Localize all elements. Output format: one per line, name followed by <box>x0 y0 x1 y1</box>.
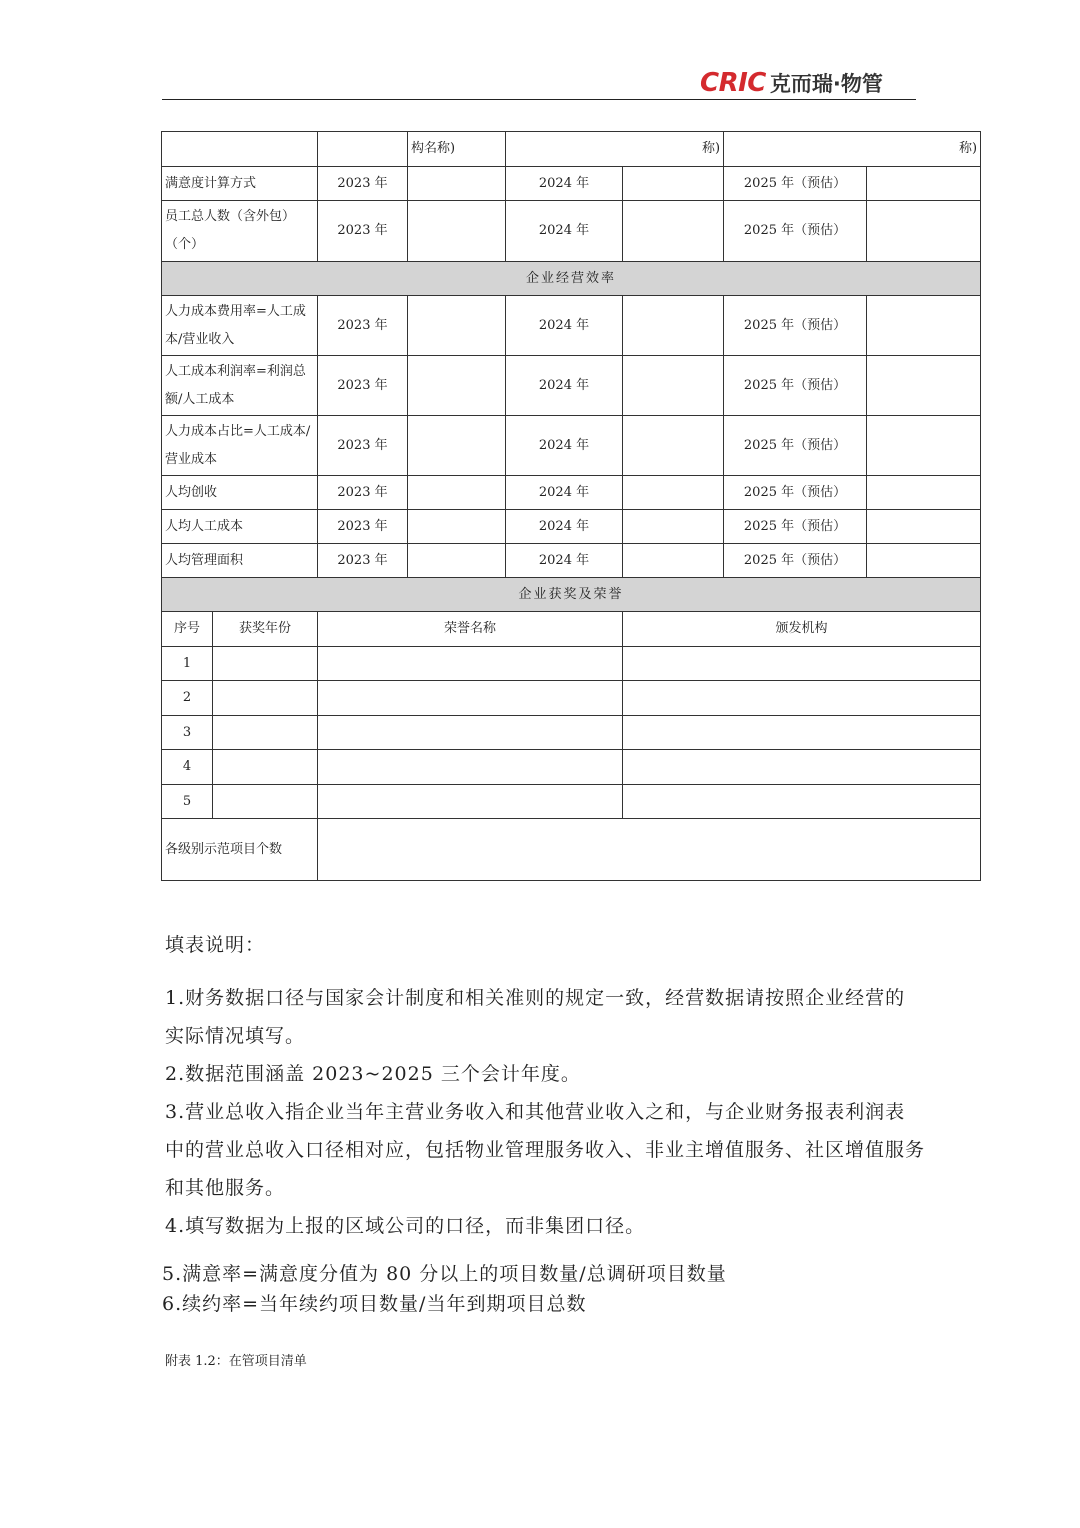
award-index: 5 <box>162 785 213 819</box>
year-2025: 2025 年（预估） <box>724 510 867 544</box>
row-label: 人均创收 <box>162 476 318 510</box>
cell <box>162 132 318 167</box>
section-row-efficiency <box>162 262 981 296</box>
award-issuer-cell[interactable] <box>623 681 981 716</box>
award-year-cell[interactable] <box>213 681 318 716</box>
value-cell[interactable] <box>408 356 506 416</box>
demo-projects-row <box>162 819 981 881</box>
value-cell[interactable] <box>623 510 724 544</box>
award-issuer-cell[interactable] <box>623 647 981 681</box>
award-row <box>162 716 981 750</box>
demo-projects-label: 各级别示范项目个数 <box>162 819 318 881</box>
award-year-cell[interactable] <box>213 750 318 785</box>
value-cell[interactable] <box>623 416 724 476</box>
award-name-cell[interactable] <box>318 681 623 716</box>
award-index: 4 <box>162 750 213 785</box>
award-name-cell[interactable] <box>318 647 623 681</box>
instructions-title: 填表说明： <box>165 934 266 956</box>
instruction-item: 4.填写数据为上报的区域公司的口径，而非集团口径。 <box>165 1215 646 1237</box>
value-cell[interactable] <box>867 201 981 262</box>
award-year-cell[interactable] <box>213 647 318 681</box>
row-label: 人均人工成本 <box>162 510 318 544</box>
demo-projects-value[interactable] <box>318 819 981 881</box>
table-row <box>162 296 981 356</box>
award-row <box>162 785 981 819</box>
header-award-name: 荣誉名称 <box>318 612 623 647</box>
year-2023: 2023 年 <box>318 544 408 578</box>
row-label: 员工总人数（含外包）（个） <box>162 201 318 262</box>
award-row <box>162 647 981 681</box>
value-cell[interactable] <box>867 296 981 356</box>
value-cell[interactable] <box>408 476 506 510</box>
award-issuer-cell[interactable] <box>623 716 981 750</box>
row-label: 人均管理面积 <box>162 544 318 578</box>
year-2025: 2025 年（预估） <box>724 296 867 356</box>
header-no: 序号 <box>162 612 213 647</box>
year-2025: 2025 年（预估） <box>724 416 867 476</box>
value-cell[interactable] <box>867 476 981 510</box>
header-year: 获奖年份 <box>213 612 318 647</box>
year-2023: 2023 年 <box>318 167 408 201</box>
year-2024: 2024 年 <box>506 416 623 476</box>
year-2023: 2023 年 <box>318 201 408 262</box>
table-row <box>162 476 981 510</box>
award-issuer-cell[interactable] <box>623 750 981 785</box>
year-2025: 2025 年（预估） <box>724 356 867 416</box>
table-row <box>162 510 981 544</box>
logo-mark: CRIC <box>700 68 766 98</box>
award-row <box>162 681 981 716</box>
value-cell[interactable] <box>408 510 506 544</box>
value-cell[interactable] <box>867 356 981 416</box>
value-cell[interactable] <box>408 416 506 476</box>
value-cell[interactable] <box>408 544 506 578</box>
year-2023: 2023 年 <box>318 476 408 510</box>
value-cell[interactable] <box>623 356 724 416</box>
year-2024: 2024 年 <box>506 167 623 201</box>
value-cell[interactable] <box>867 510 981 544</box>
cell-name: 称) <box>506 132 724 167</box>
section-title: 企业获奖及荣誉 <box>162 578 981 612</box>
header-divider <box>162 99 916 100</box>
award-year-cell[interactable] <box>213 716 318 750</box>
year-2023: 2023 年 <box>318 296 408 356</box>
award-name-cell[interactable] <box>318 716 623 750</box>
table-row <box>162 544 981 578</box>
row-label: 人力成本占比=人工成本/营业成本 <box>162 416 318 476</box>
year-2023: 2023 年 <box>318 356 408 416</box>
value-cell[interactable] <box>623 167 724 201</box>
year-2024: 2024 年 <box>506 201 623 262</box>
section-title: 企业经营效率 <box>162 262 981 296</box>
year-2025: 2025 年（预估） <box>724 167 867 201</box>
award-index: 3 <box>162 716 213 750</box>
header-issuer: 颁发机构 <box>623 612 981 647</box>
brand-logo <box>700 66 883 100</box>
instruction-item-6: 6.续约率=当年续约项目数量/当年到期项目总数 <box>162 1293 587 1315</box>
year-2024: 2024 年 <box>506 356 623 416</box>
row-label: 人工成本利润率=利润总额/人工成本 <box>162 356 318 416</box>
cell <box>318 132 408 167</box>
value-cell[interactable] <box>623 296 724 356</box>
year-2023: 2023 年 <box>318 510 408 544</box>
table-row <box>162 356 981 416</box>
award-year-cell[interactable] <box>213 785 318 819</box>
value-cell[interactable] <box>867 416 981 476</box>
value-cell[interactable] <box>867 167 981 201</box>
value-cell[interactable] <box>623 544 724 578</box>
award-name-cell[interactable] <box>318 785 623 819</box>
value-cell[interactable] <box>408 296 506 356</box>
award-index: 1 <box>162 647 213 681</box>
year-2023: 2023 年 <box>318 416 408 476</box>
row-label: 人力成本费用率=人工成本/营业收入 <box>162 296 318 356</box>
award-header-row <box>162 612 981 647</box>
award-index: 2 <box>162 681 213 716</box>
instruction-item: 1.财务数据口径与国家会计制度和相关准则的规定一致，经营数据请按照企业经营的实际情况填写。 <box>165 987 906 1047</box>
logo-text: 克而瑞·物管 <box>769 72 883 96</box>
enterprise-form-table <box>161 131 981 881</box>
year-2024: 2024 年 <box>506 296 623 356</box>
table-row-top <box>162 132 981 167</box>
value-cell[interactable] <box>623 476 724 510</box>
award-name-cell[interactable] <box>318 750 623 785</box>
table-row <box>162 201 981 262</box>
instructions <box>165 926 925 1245</box>
value-cell[interactable] <box>623 201 724 262</box>
section-row-awards <box>162 578 981 612</box>
row-label: 满意度计算方式 <box>162 167 318 201</box>
year-2025: 2025 年（预估） <box>724 476 867 510</box>
year-2024: 2024 年 <box>506 510 623 544</box>
year-2025: 2025 年（预估） <box>724 201 867 262</box>
value-cell[interactable] <box>408 167 506 201</box>
value-cell[interactable] <box>408 201 506 262</box>
award-issuer-cell[interactable] <box>623 785 981 819</box>
instruction-item: 2.数据范围涵盖 2023~2025 三个会计年度。 <box>165 1063 581 1085</box>
year-2024: 2024 年 <box>506 544 623 578</box>
cell-org-name: 构名称) <box>408 132 506 167</box>
instruction-item-5: 5.满意率=满意度分值为 80 分以上的项目数量/总调研项目数量 <box>162 1263 727 1285</box>
table-row <box>162 167 981 201</box>
table-row <box>162 416 981 476</box>
award-row <box>162 750 981 785</box>
value-cell[interactable] <box>867 544 981 578</box>
appendix-caption: 附表 1.2：在管项目清单 <box>165 1354 307 1369</box>
instruction-item: 3.营业总收入指企业当年主营业务收入和其他营业收入之和，与企业财务报表利润表中的营业总收入口径相对应，包括物业管理服务收入、非业主增值服务、社区增值服务和其他服务。 <box>165 1101 926 1199</box>
cell-name-2: 称) <box>724 132 981 167</box>
year-2024: 2024 年 <box>506 476 623 510</box>
year-2025: 2025 年（预估） <box>724 544 867 578</box>
